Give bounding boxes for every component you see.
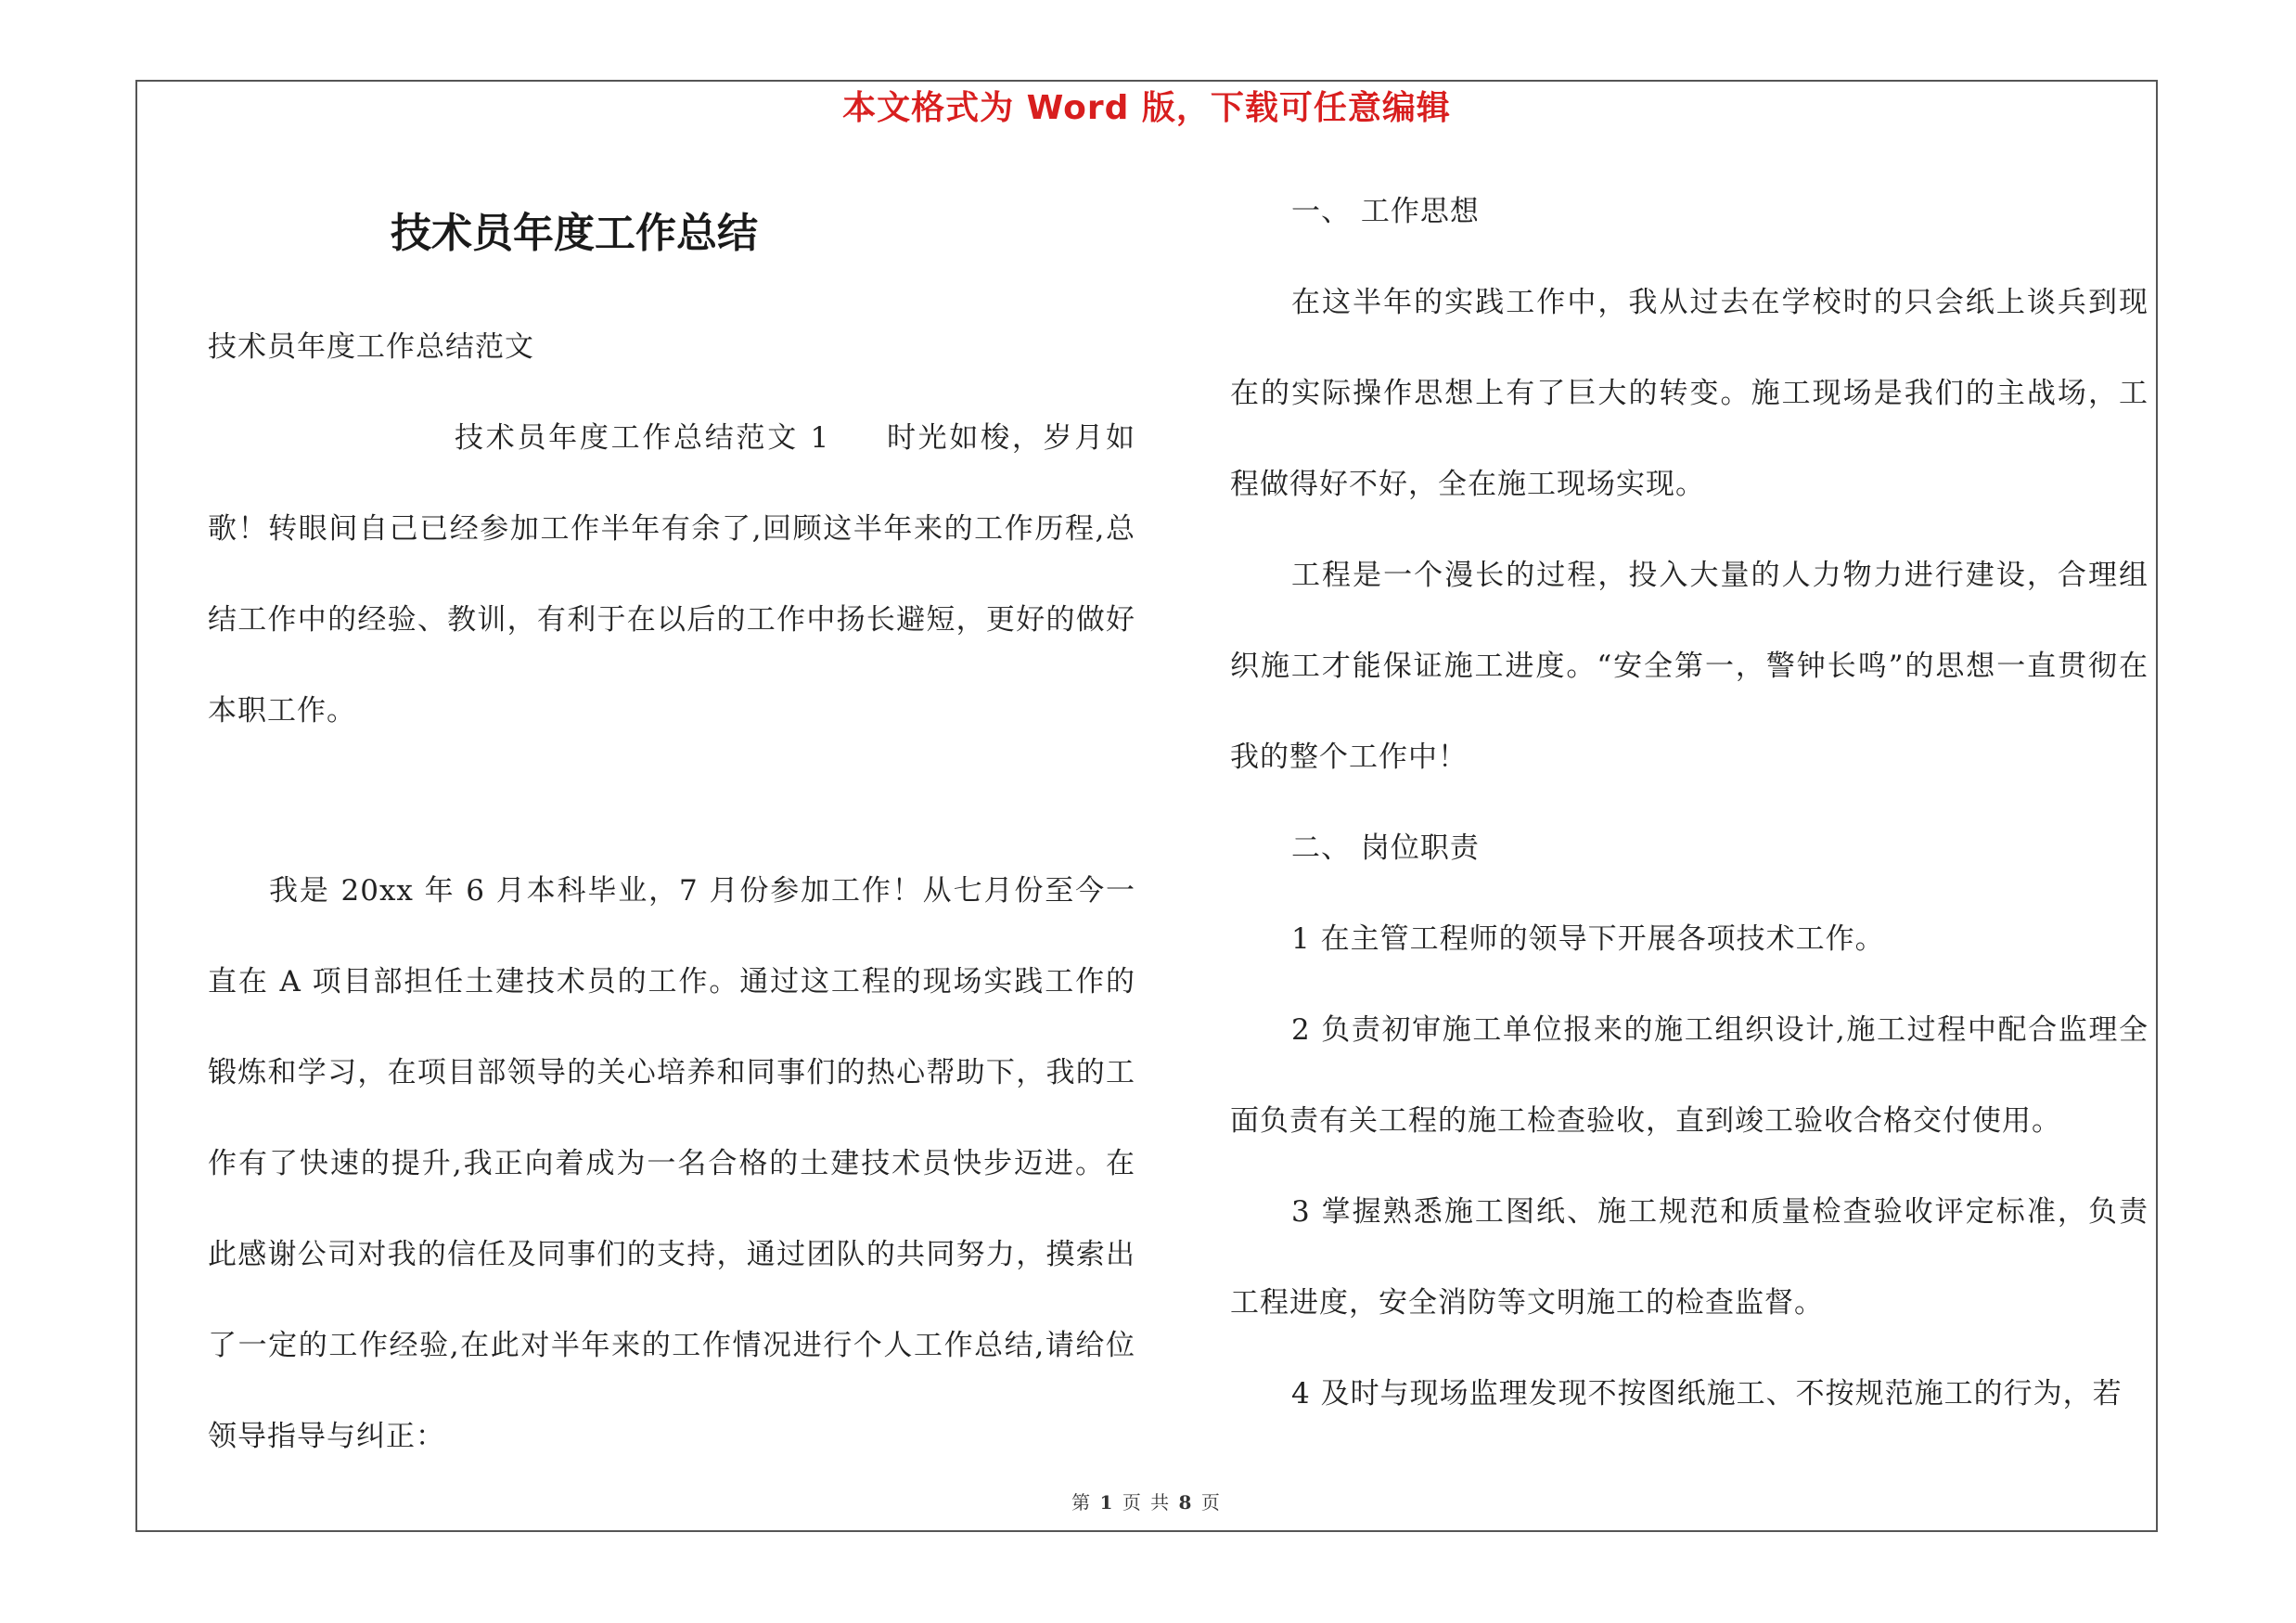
format-banner: 本文格式为 Word 版，下载可任意编辑 <box>842 89 1451 127</box>
section-heading-2: 二、 岗位职责 <box>1291 831 1480 865</box>
page-footer <box>135 1488 2158 1516</box>
section-heading-1: 一、 工作思想 <box>1291 195 1480 228</box>
work-thought-paragraph-1: 在这半年的实践工作中，我从过去在学校时的只会纸上谈兵到现在的实际操作思想上有了巨大的转变。施工现场是我们的主战场，工程做得好不好，全在施工现场实现。 <box>1230 286 2148 501</box>
document-title: 技术员年度工作总结 <box>391 210 758 257</box>
duty-item-3: 3 掌握熟悉施工图纸、施工规范和质量检查验收评定标准，负责工程进度，安全消防等文明施工的检查监督。 <box>1230 1195 2148 1320</box>
right-column <box>1230 166 2148 1439</box>
footer-suffix: 页 <box>1200 1491 1222 1514</box>
footer-prefix: 第 <box>1071 1491 1093 1514</box>
left-column-bottom <box>208 845 1135 1482</box>
background-paragraph: 我是 20xx 年 6 月本科毕业，7 月份参加工作！从七月份至今一直在 A 项目部担任土建技术员的工作。通过这工程的现场实践工作的锻炼和学习，在项目部领导的关心培养和同事们的热心帮助下，我的工作有了快速的提升,我正向着成为一名合格的土建技术员快步迈进。在此感谢公司对我的信任及同事们的支持，通过团队的共同努力，摸索出了一定的工作经验,在此对半年来的工作情况进行个人工作总结,请给位领导指导与纠正： <box>208 874 1135 1453</box>
duty-item-1: 1 在主管工程师的领导下开展各项技术工作。 <box>1291 922 1885 956</box>
duty-item-4: 4 及时与现场监理发现不按图纸施工、不按规范施工的行为，若 <box>1291 1377 2123 1410</box>
work-thought-paragraph-2: 工程是一个漫长的过程，投入大量的人力物力进行建设，合理组织施工才能保证施工进度。“安全第一，警钟长鸣”的思想一直贯彻在我的整个工作中！ <box>1230 559 2148 774</box>
intro-paragraph <box>208 393 1135 756</box>
footer-page-number: 1 <box>1099 1491 1115 1514</box>
intro-label: 技术员年度工作总结范文 1 <box>455 421 830 455</box>
subtitle: 技术员年度工作总结范文 <box>208 330 534 364</box>
intro-text: 时光如梭，岁月如歌！转眼间自己已经参加工作半年有余了,回顾这半年来的工作历程,总结工作中的经验、教训，有利于在以后的工作中扬长避短，更好的做好本职工作。 <box>208 421 1136 728</box>
footer-total-pages: 8 <box>1178 1491 1194 1514</box>
footer-middle: 页 共 <box>1122 1491 1172 1514</box>
left-column-top <box>208 302 1135 756</box>
duty-item-2: 2 负责初审施工单位报来的施工组织设计,施工过程中配合监理全面负责有关工程的施工检查验收，直到竣工验收合格交付使用。 <box>1230 1013 2148 1138</box>
